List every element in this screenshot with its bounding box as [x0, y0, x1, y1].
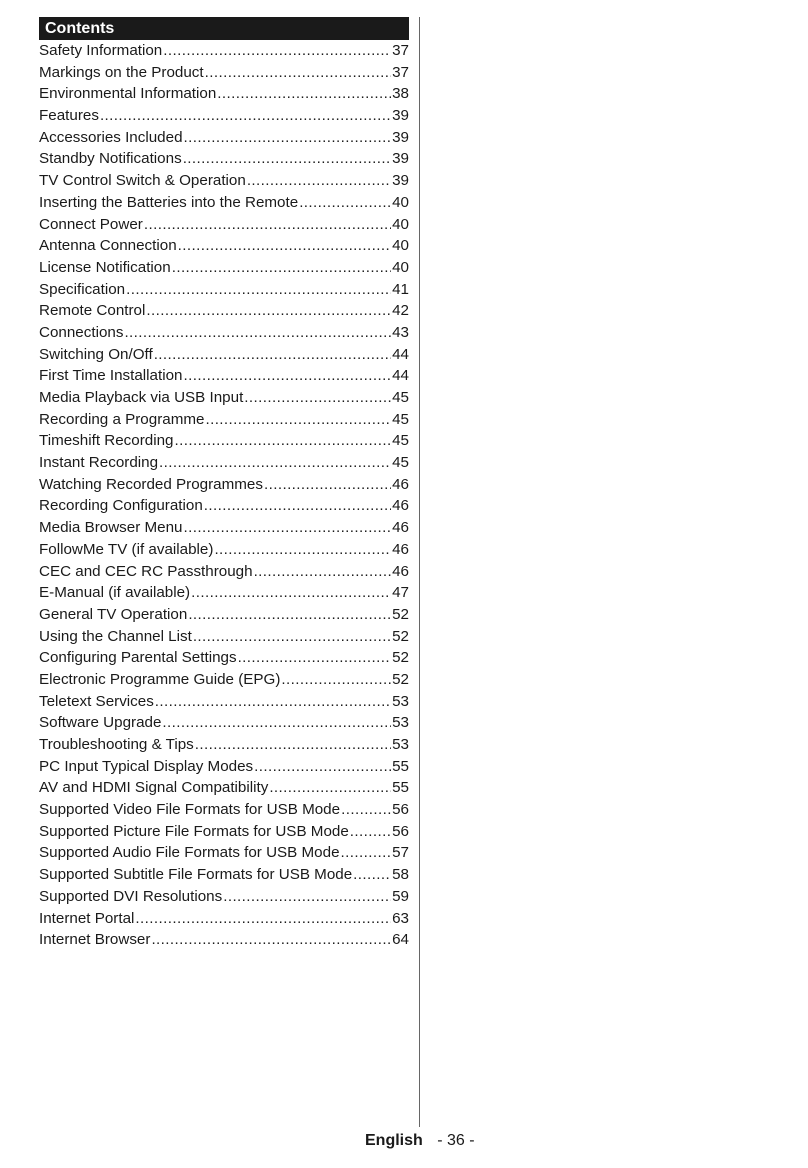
toc-entry-page: 47 [392, 584, 409, 602]
toc-entry[interactable] [39, 582, 409, 604]
toc-dot-leader [247, 170, 391, 192]
toc-entry-title: Supported DVI Resolutions [39, 887, 223, 905]
toc-entry-title: Internet Browser [39, 931, 151, 949]
toc-entry[interactable] [39, 387, 409, 409]
toc-entry-title: CEC and CEC RC Passthrough [39, 562, 253, 580]
toc-dot-leader [155, 691, 391, 713]
toc-entry-title: Features [39, 107, 99, 125]
toc-dot-leader [341, 842, 392, 864]
toc-dot-leader [217, 83, 391, 105]
toc-entry[interactable] [39, 62, 409, 84]
toc-entry-title: Markings on the Product [39, 63, 204, 81]
toc-dot-leader [163, 40, 391, 62]
toc-entry-title: License Notification [39, 258, 171, 276]
toc-dot-leader [191, 582, 391, 604]
toc-entry-page: 53 [392, 714, 409, 732]
toc-entry-page: 44 [392, 345, 409, 363]
toc-entry[interactable] [39, 626, 409, 648]
toc-dot-leader [100, 105, 391, 127]
toc-entry-title: Watching Recorded Programmes [39, 475, 263, 493]
toc-dot-leader [264, 474, 391, 496]
toc-entry[interactable] [39, 300, 409, 322]
toc-entry[interactable] [39, 495, 409, 517]
toc-entry[interactable] [39, 908, 409, 930]
toc-entry[interactable] [39, 886, 409, 908]
toc-entry-title: Recording Configuration [39, 497, 203, 515]
toc-entry-page: 39 [392, 172, 409, 190]
toc-entry[interactable] [39, 712, 409, 734]
toc-entry[interactable] [39, 647, 409, 669]
toc-entry[interactable] [39, 517, 409, 539]
toc-dot-leader [254, 756, 391, 778]
toc-entry[interactable] [39, 430, 409, 452]
toc-entry-page: 56 [392, 822, 409, 840]
toc-dot-leader [299, 192, 391, 214]
toc-entry[interactable] [39, 864, 409, 886]
toc-entry-page: 40 [392, 258, 409, 276]
toc-dot-leader [188, 604, 391, 626]
toc-entry[interactable] [39, 257, 409, 279]
toc-entry-page: 46 [392, 540, 409, 558]
toc-entry-title: Timeshift Recording [39, 432, 174, 450]
toc-entry-page: 57 [392, 844, 409, 862]
toc-entry[interactable] [39, 127, 409, 149]
toc-entry-page: 45 [392, 454, 409, 472]
toc-entry-title: PC Input Typical Display Modes [39, 757, 254, 775]
toc-entry-title: Troubleshooting & Tips [39, 736, 194, 753]
toc-entry-page: 42 [392, 302, 409, 320]
toc-entry[interactable] [39, 344, 409, 366]
toc-entry-title: Inserting the Batteries into the Remote [39, 193, 299, 211]
toc-entry-page: 52 [392, 627, 409, 645]
toc-entry-page: 45 [392, 389, 409, 406]
toc-entry[interactable] [39, 756, 409, 778]
toc-entry-page: 52 [392, 649, 409, 667]
toc-dot-leader [205, 62, 391, 84]
toc-entry-page: 38 [392, 85, 409, 103]
toc-entry[interactable] [39, 821, 409, 843]
toc-entry-page: 37 [392, 63, 409, 81]
toc-entry-title: Connections [39, 323, 124, 341]
toc-entry-page: 40 [392, 237, 409, 255]
toc-dot-leader [353, 864, 391, 886]
toc-dot-leader [269, 777, 391, 799]
toc-entry-title: Supported Subtitle File Formats for USB Mode [39, 866, 353, 884]
toc-entry-title: Switching On/Off [39, 345, 153, 363]
toc-dot-leader [281, 669, 391, 691]
toc-entry-title: Specification [39, 280, 126, 298]
toc-dot-leader [178, 235, 391, 257]
toc-entry-title: Configuring Parental Settings [39, 649, 237, 667]
toc-entry[interactable] [39, 409, 409, 431]
table-of-contents [39, 17, 409, 951]
toc-entry-page: 55 [392, 757, 409, 775]
toc-entry-page: 40 [392, 215, 409, 233]
toc-entry-title: Recording a Programme [39, 410, 205, 428]
toc-entry[interactable] [39, 279, 409, 301]
toc-entry-page: 64 [392, 931, 409, 949]
toc-entry-page: 53 [392, 692, 409, 710]
footer-language: English [365, 1132, 423, 1149]
toc-entry-page: 58 [392, 866, 409, 884]
toc-entry[interactable] [39, 604, 409, 626]
toc-entry-page: 39 [392, 128, 409, 146]
toc-entry-page: 45 [392, 410, 409, 428]
toc-entry[interactable] [39, 777, 409, 799]
toc-entry-page: 40 [392, 193, 409, 211]
page-footer [365, 1132, 475, 1150]
toc-dot-leader [205, 409, 391, 431]
toc-entry-title: Connect Power [39, 215, 143, 233]
toc-entry-page: 56 [392, 801, 409, 819]
toc-entry-title: Accessories Included [39, 128, 183, 146]
toc-entry-title: General TV Operation [39, 605, 188, 623]
toc-dot-leader [244, 387, 391, 409]
toc-dot-leader [162, 712, 391, 734]
toc-entry-page: 41 [392, 280, 409, 298]
toc-entry-page: 46 [392, 497, 409, 515]
toc-entry[interactable] [39, 691, 409, 713]
toc-entry[interactable] [39, 799, 409, 821]
toc-entry-title: Environmental Information [39, 85, 217, 103]
toc-entry-title: First Time Installation [39, 367, 183, 385]
toc-dot-leader [223, 886, 391, 908]
toc-dot-leader [124, 322, 391, 344]
toc-entry[interactable] [39, 235, 409, 257]
toc-dot-leader [184, 127, 392, 149]
toc-entry-title: Electronic Programme Guide (EPG) [39, 670, 281, 688]
toc-entry[interactable] [39, 148, 409, 170]
toc-dot-leader [151, 929, 391, 951]
toc-entry[interactable] [39, 365, 409, 387]
toc-entry-page: 55 [392, 779, 409, 797]
toc-entry-page: 59 [392, 887, 409, 905]
toc-entry-title: Using the Channel List [39, 627, 192, 645]
toc-entry[interactable] [39, 734, 409, 756]
toc-entry-page: 46 [392, 519, 409, 537]
toc-list [39, 40, 409, 951]
toc-entry-page: 45 [392, 432, 409, 450]
toc-entry-title: Remote Control [39, 302, 146, 320]
toc-entry-title: Media Playback via USB Input [39, 389, 244, 406]
toc-entry-page: 39 [392, 150, 409, 168]
toc-entry[interactable] [39, 539, 409, 561]
toc-entry-title: FollowMe TV (if available) [39, 540, 214, 558]
toc-dot-leader [172, 257, 391, 279]
toc-entry-title: Instant Recording [39, 454, 159, 472]
toc-entry[interactable] [39, 842, 409, 864]
toc-dot-leader [126, 279, 391, 301]
toc-entry-page: 52 [392, 605, 409, 623]
toc-entry-title: Internet Portal [39, 909, 135, 927]
toc-entry-page: 37 [392, 42, 409, 59]
toc-entry-title: AV and HDMI Signal Compatibility [39, 779, 269, 797]
toc-entry-page: 43 [392, 323, 409, 341]
toc-entry[interactable] [39, 192, 409, 214]
toc-entry-page: 46 [392, 562, 409, 580]
toc-entry-title: Safety Information [39, 42, 163, 59]
toc-entry[interactable] [39, 929, 409, 951]
toc-dot-leader [183, 148, 391, 170]
toc-entry-title: Media Browser Menu [39, 519, 183, 537]
toc-dot-leader [154, 344, 391, 366]
toc-entry[interactable] [39, 474, 409, 496]
toc-dot-leader [350, 821, 391, 843]
toc-dot-leader [159, 452, 391, 474]
toc-entry[interactable] [39, 214, 409, 236]
toc-entry-title: TV Control Switch & Operation [39, 172, 246, 190]
toc-dot-leader [146, 300, 391, 322]
toc-entry-page: 44 [392, 367, 409, 385]
toc-entry[interactable] [39, 561, 409, 583]
toc-entry-page: 39 [392, 107, 409, 125]
toc-dot-leader [214, 539, 391, 561]
toc-entry[interactable] [39, 452, 409, 474]
toc-entry[interactable] [39, 669, 409, 691]
column-divider [419, 17, 420, 1127]
toc-dot-leader [238, 647, 392, 669]
toc-entry-title: Supported Audio File Formats for USB Mode [39, 844, 340, 862]
toc-entry-page: 46 [392, 475, 409, 493]
toc-entry[interactable] [39, 105, 409, 127]
toc-dot-leader [183, 365, 391, 387]
toc-dot-leader [254, 561, 392, 583]
toc-entry-page: 63 [392, 909, 409, 927]
toc-entry-title: Supported Video File Formats for USB Mode [39, 801, 341, 819]
footer-page-number: - 36 - [437, 1132, 475, 1149]
toc-entry-page: 53 [392, 736, 409, 753]
toc-entry[interactable] [39, 83, 409, 105]
toc-dot-leader [184, 517, 392, 539]
toc-entry-title: Standby Notifications [39, 150, 182, 168]
toc-entry-title: Antenna Connection [39, 237, 177, 255]
toc-entry-title: Software Upgrade [39, 714, 162, 732]
toc-entry[interactable] [39, 40, 409, 62]
toc-dot-leader [193, 626, 391, 648]
toc-dot-leader [135, 908, 391, 930]
toc-entry-title: Supported Picture File Formats for USB Mode [39, 822, 349, 840]
toc-entry[interactable] [39, 322, 409, 344]
toc-entry[interactable] [39, 170, 409, 192]
toc-entry-title: E-Manual (if available) [39, 584, 191, 602]
toc-dot-leader [144, 214, 391, 236]
toc-dot-leader [204, 495, 391, 517]
contents-heading: Contents [39, 17, 409, 40]
toc-dot-leader [195, 734, 391, 756]
toc-entry-page: 52 [392, 670, 409, 688]
toc-entry-title: Teletext Services [39, 692, 154, 710]
toc-dot-leader [341, 799, 391, 821]
toc-dot-leader [175, 430, 392, 452]
